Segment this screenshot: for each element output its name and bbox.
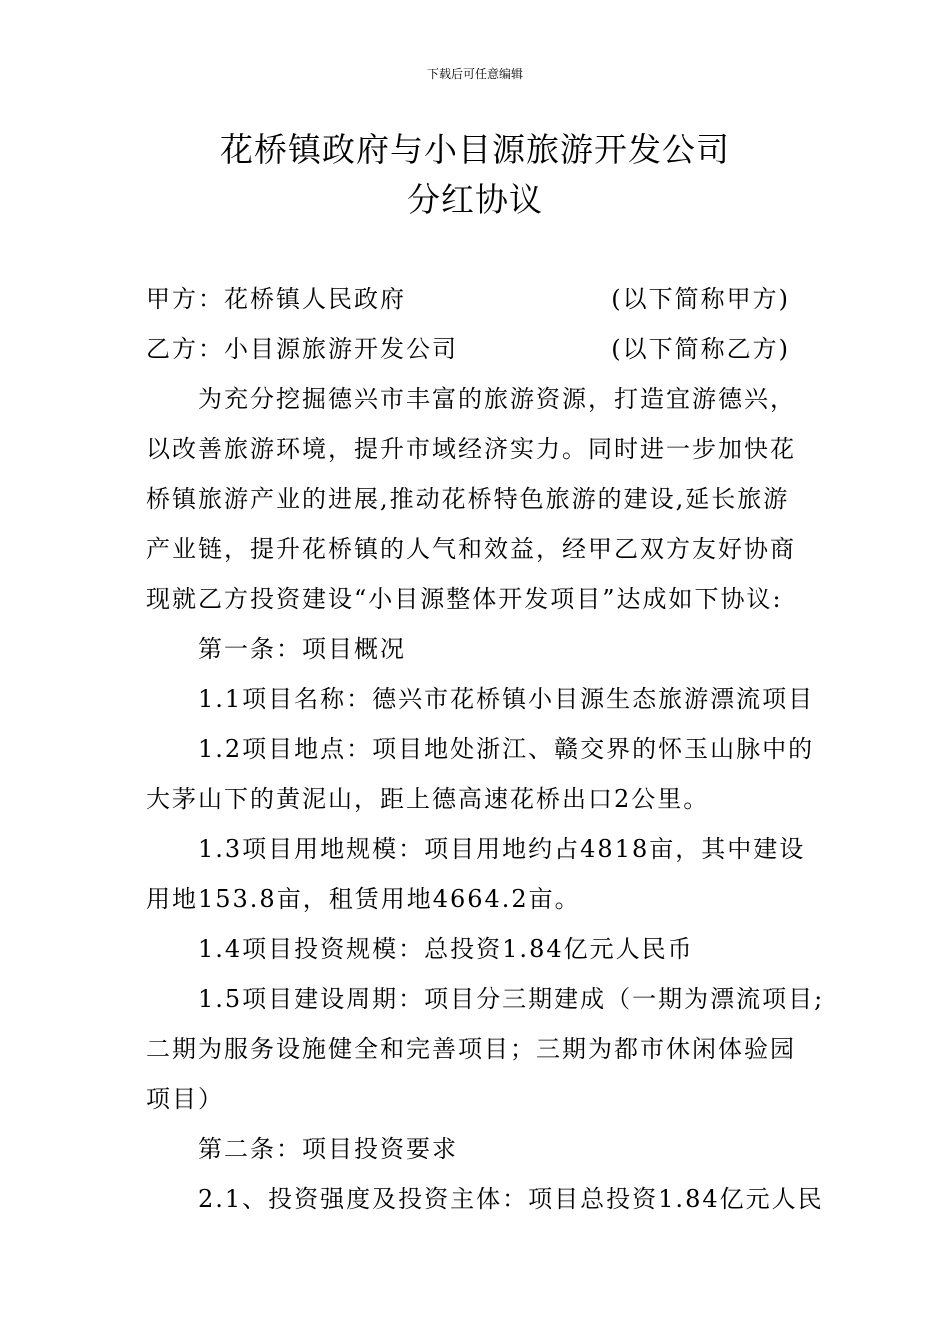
party-b-label: 乙方：小目源旅游开发公司 [146, 335, 458, 363]
clause-1-2-line-2: 大茅山下的黄泥山，距上德高速花桥出口2公里。 [146, 785, 710, 813]
preamble-line-4: 产业链，提升花桥镇的人气和效益，经甲乙双方友好协商 [146, 535, 796, 563]
preamble-line-5: 现就乙方投资建设“小目源整体开发项目”达成如下协议: [146, 585, 783, 613]
article-2-heading: 第二条：项目投资要求 [198, 1135, 458, 1163]
clause-1-3-line-2: 用地153.8亩，租赁用地4664.2亩。 [146, 885, 581, 913]
preamble-line-1: 为充分挖掘德兴市丰富的旅游资源，打造宜游德兴， [198, 385, 796, 413]
clause-1-2-line-1: 1.2项目地点：项目地处浙江、赣交界的怀玉山脉中的 [198, 735, 815, 763]
party-a-label: 甲方：花桥镇人民政府 [146, 285, 406, 313]
clause-1-5-line-1: 1.5项目建设周期：项目分三期建成（一期为漂流项目; [198, 985, 825, 1013]
document-title-line-1: 花桥镇政府与小目源旅游开发公司 [220, 130, 730, 169]
clause-2-1-line-1: 2.1、投资强度及投资主体：项目总投资1.84亿元人民 [198, 1185, 824, 1213]
document-body [146, 274, 825, 1224]
clause-1-1: 1.1项目名称：德兴市花桥镇小目源生态旅游漂流项目 [198, 685, 815, 713]
clause-1-5-line-2: 二期为服务设施健全和完善项目；三期为都市休闲体验园 [146, 1035, 796, 1063]
party-b-line [146, 324, 808, 374]
document-title-line-2: 分红协议 [407, 180, 543, 219]
clause-1-3-line-1: 1.3项目用地规模：项目用地约占4818亩，其中建设 [198, 835, 806, 863]
header-note: 下载后可任意编辑 [426, 67, 523, 81]
clause-1-4: 1.4项目投资规模：总投资1.84亿元人民币 [198, 935, 694, 963]
article-1-heading: 第一条：项目概况 [198, 635, 406, 663]
party-b-alias: (以下简称乙方) [611, 335, 790, 363]
party-a-line [146, 274, 808, 324]
preamble-line-3: 桥镇旅游产业的进展,推动花桥特色旅游的建设,延长旅游 [146, 485, 790, 513]
clause-1-5-line-3: 项目） [146, 1085, 224, 1113]
party-a-alias: (以下简称甲方) [611, 285, 790, 313]
preamble-line-2: 以改善旅游环境，提升市域经济实力。同时进一步加快花 [146, 435, 796, 463]
